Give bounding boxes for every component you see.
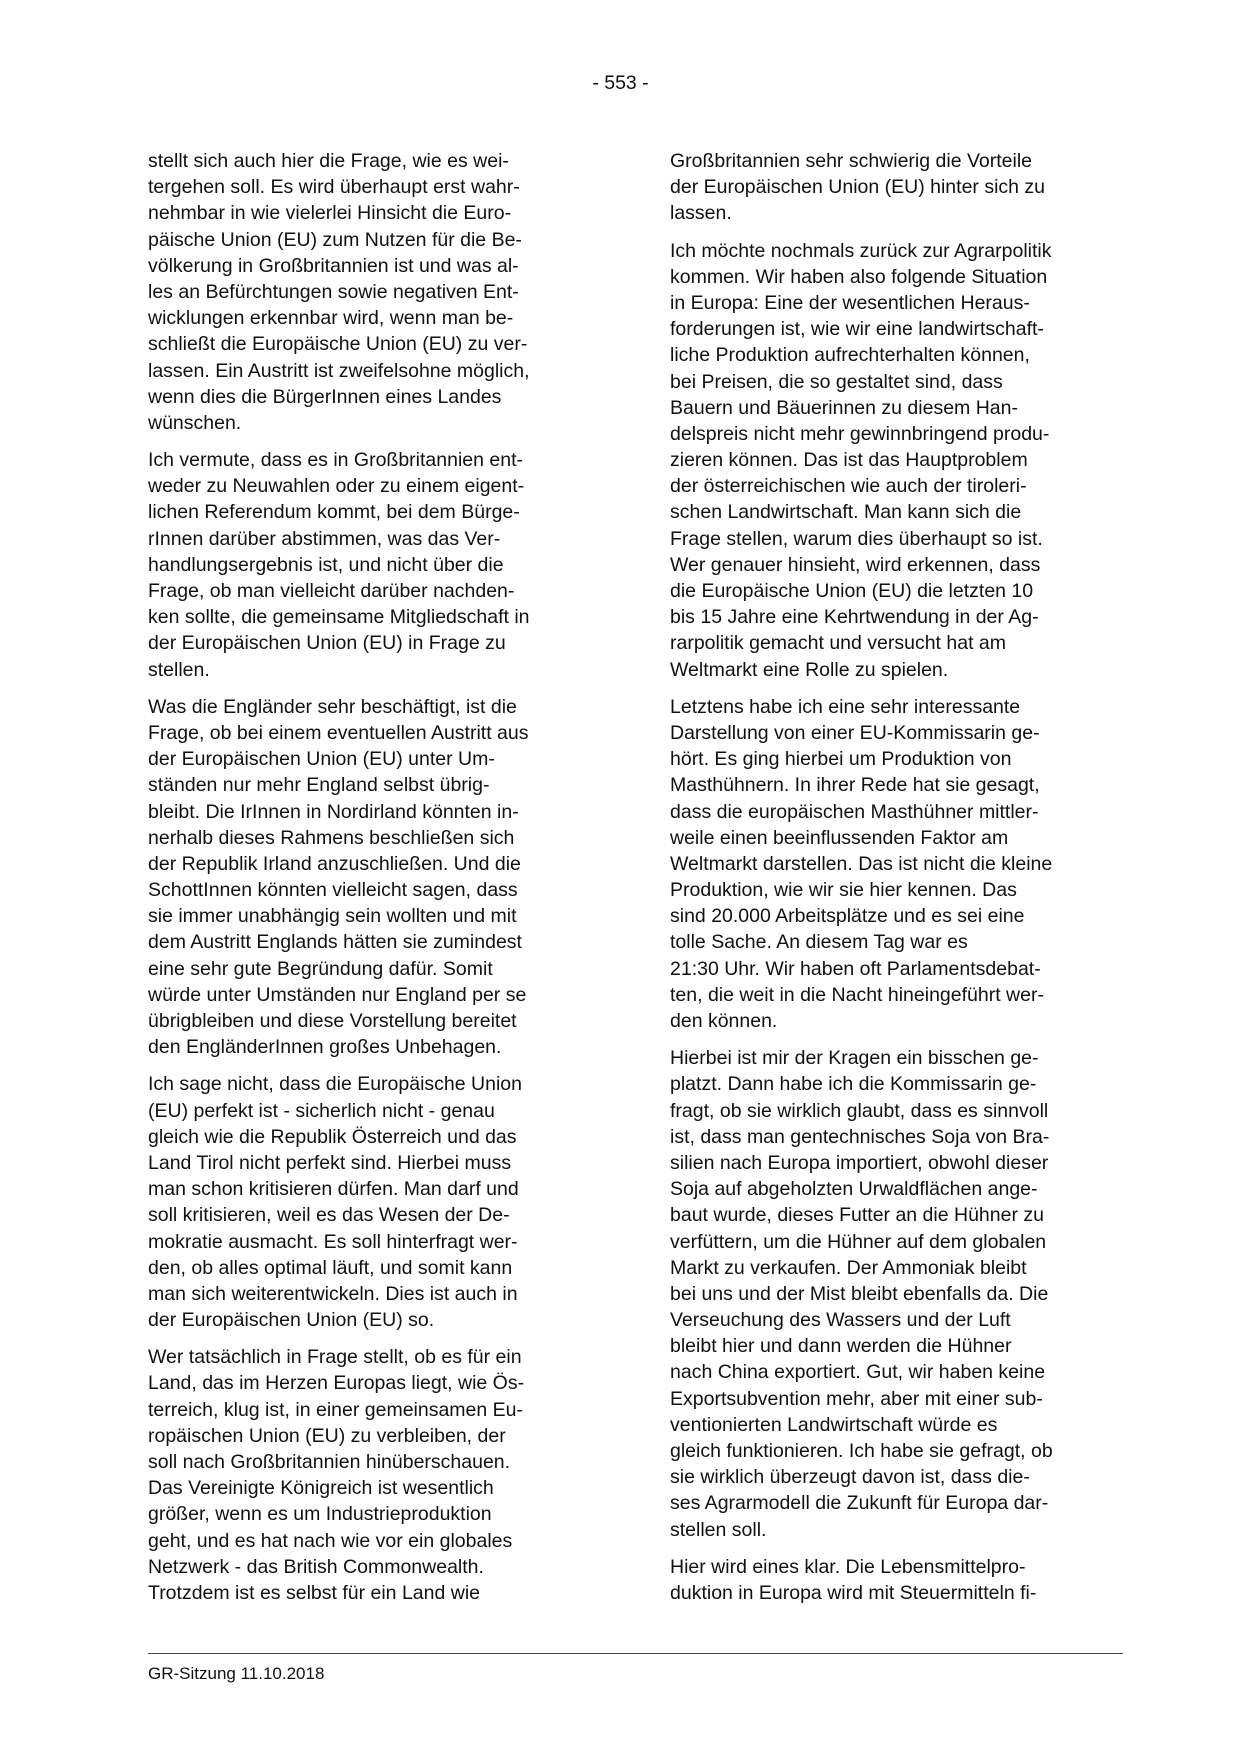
text-line: Weltmarkt eine Rolle zu spielen.: [670, 658, 949, 681]
text-line: (EU) perfekt ist - sicherlich nicht - genau: [148, 1099, 495, 1122]
text-line: handlungsergebnis ist, und nicht über die: [148, 553, 504, 576]
text-line: sie wirklich überzeugt davon ist, dass die-: [670, 1466, 1030, 1489]
text-line: man sich weiterentwickeln. Dies ist auch in: [148, 1282, 518, 1305]
text-line: fragt, ob sie wirklich glaubt, dass es sinnvoll: [670, 1099, 1049, 1122]
text-line: mokratie ausmacht. Es soll hinterfragt wer-: [148, 1230, 518, 1253]
text-line: Großbritannien sehr schwierig die Vorteile: [670, 150, 1033, 172]
text-line: Exportsubvention mehr, aber mit einer sub-: [670, 1387, 1043, 1410]
text-line: baut wurde, dieses Futter an die Hühner zu: [670, 1204, 1044, 1227]
text-line: der Europäischen Union (EU) hinter sich zu: [670, 176, 1046, 199]
text-line: Darstellung von einer EU-Kommissarin ge-: [670, 721, 1040, 744]
text-line: platzt. Dann habe ich die Kommissarin ge-: [670, 1073, 1037, 1096]
page-number: - 553 -: [592, 72, 649, 94]
text-line: ventionierten Landwirtschaft würde es: [670, 1413, 998, 1436]
text-line: der Europäischen Union (EU) unter Um-: [148, 748, 495, 771]
text-line: Soja auf abgeholzten Urwaldflächen ange-: [670, 1178, 1038, 1201]
text-line: Wer tatsächlich in Frage stellt, ob es für ein: [148, 1346, 522, 1369]
footer-text: GR-Sitzung 11.10.2018: [148, 1664, 325, 1683]
text-line: Frage stellen, warum dies überhaupt so ist.: [670, 527, 1043, 550]
text-line: päische Union (EU) zum Nutzen für die Be-: [148, 228, 522, 251]
text-line: der Republik Irland anzuschließen. Und die: [148, 852, 521, 875]
paragraph: [148, 694, 588, 1061]
text-line: der Europäischen Union (EU) in Frage zu: [148, 632, 506, 655]
text-line: Bauern und Bäuerinnen zu diesem Han-: [670, 396, 1018, 419]
text-line: stellen soll.: [670, 1518, 767, 1541]
text-line: nach China exportiert. Gut, wir haben keine: [670, 1361, 1046, 1384]
text-line: terreich, klug ist, in einer gemeinsamen Eu-: [148, 1398, 524, 1421]
text-line: weder zu Neuwahlen oder zu einem eigent-: [148, 475, 525, 498]
text-line: geht, und es hat nach wie vor ein globales: [148, 1529, 513, 1552]
text-line: wenn dies die BürgerInnen eines Landes: [148, 385, 502, 408]
text-line: stellen.: [148, 658, 210, 681]
text-line: soll kritisieren, weil es das Wesen der De-: [148, 1204, 510, 1227]
text-line: man schon kritisieren dürfen. Man darf und: [148, 1178, 519, 1201]
text-line: Land Tirol nicht perfekt sind. Hierbei muss: [148, 1151, 512, 1174]
text-line: les an Befürchtungen sowie negativen Ent-: [148, 280, 519, 303]
text-line: schen Landwirtschaft. Man kann sich die: [670, 501, 1022, 524]
text-line: kommen. Wir haben also folgende Situation: [670, 265, 1048, 288]
text-line: in Europa: Eine der wesentlichen Heraus-: [670, 291, 1030, 314]
text-line: forderungen ist, wie wir eine landwirtschaft-: [670, 318, 1044, 341]
text-line: Frage, ob bei einem eventuellen Austritt aus: [148, 721, 529, 744]
text-line: nerhalb dieses Rahmens beschließen sich: [148, 826, 515, 849]
text-line: ses Agrarmodell die Zukunft für Europa dar-: [670, 1492, 1049, 1515]
text-line: den, ob alles optimal läuft, und somit kann: [148, 1256, 513, 1279]
text-line: hört. Es ging hierbei um Produktion von: [670, 748, 1012, 771]
text-line: sind 20.000 Arbeitsplätze und es sei eine: [670, 905, 1025, 928]
text-line: nehmbar in wie vielerlei Hinsicht die Euro-: [148, 202, 512, 225]
text-line: würde unter Umständen nur England per se: [148, 983, 527, 1006]
paragraph: [148, 1344, 588, 1606]
left-column: [148, 148, 588, 1617]
text-line: ropäischen Union (EU) zu verbleiben, der: [148, 1424, 506, 1447]
text-line: Ich möchte nochmals zurück zur Agrarpolitik: [670, 239, 1052, 262]
text-line: den können.: [670, 1010, 778, 1032]
text-line: silien nach Europa importiert, obwohl dieser: [670, 1151, 1049, 1174]
text-line: lassen.: [670, 202, 732, 225]
paragraph: [670, 1045, 1110, 1543]
text-line: Ich vermute, dass es in Großbritannien ent-: [148, 449, 524, 472]
text-line: rInnen darüber abstimmen, was das Ver-: [148, 527, 501, 550]
text-line: lassen. Ein Austritt ist zweifelsohne möglich,: [148, 359, 530, 382]
paragraph: [148, 447, 588, 683]
text-line: Land, das im Herzen Europas liegt, wie Ös-: [148, 1372, 525, 1395]
text-line: bleibt. Die IrInnen in Nordirland könnten in-: [148, 800, 519, 823]
text-line: dem Austritt Englands hätten sie zumindest: [148, 931, 522, 954]
text-line: ken sollte, die gemeinsame Mitgliedschaft in: [148, 606, 530, 629]
text-line: Was die Engländer sehr beschäftigt, ist die: [148, 695, 517, 718]
text-line: sie immer unabhängig sein wollten und mit: [148, 905, 517, 928]
text-line: Ich sage nicht, dass die Europäische Union: [148, 1073, 522, 1096]
text-line: eine sehr gute Begründung dafür. Somit: [148, 957, 493, 980]
text-line: größer, wenn es um Industrieproduktion: [148, 1503, 492, 1526]
text-line: ständen nur mehr England selbst übrig-: [148, 774, 490, 797]
paragraph: [148, 148, 588, 436]
text-line: gleich wie die Republik Österreich und das: [148, 1125, 517, 1148]
text-line: bei uns und der Mist bleibt ebenfalls da. Die: [670, 1282, 1049, 1305]
text-line: Hier wird eines klar. Die Lebensmittelpro-: [670, 1555, 1026, 1578]
text-line: lichen Referendum kommt, bei dem Bürge-: [148, 501, 520, 524]
text-line: 21:30 Uhr. Wir haben oft Parlamentsdebat-: [670, 957, 1041, 980]
text-line: bleibt hier und dann werden die Hühner: [670, 1335, 1012, 1358]
text-line: soll nach Großbritannien hinüberschauen.: [148, 1451, 511, 1473]
text-line: weile einen beeinflussenden Faktor am: [670, 826, 1009, 849]
right-column: [670, 148, 1110, 1617]
text-line: Trotzdem ist es selbst für ein Land wie: [148, 1581, 481, 1604]
text-line: dass die europäischen Masthühner mittler-: [670, 800, 1039, 823]
text-line: zieren können. Das ist das Hauptproblem: [670, 449, 1028, 472]
text-line: bei Preisen, die so gestaltet sind, dass: [670, 370, 1003, 393]
text-line: wicklungen erkennbar wird, wenn man be-: [148, 307, 514, 330]
paragraph: [148, 1071, 588, 1333]
text-line: stellt sich auch hier die Frage, wie es wei-: [148, 150, 509, 172]
text-line: schließt die Europäische Union (EU) zu ver-: [148, 333, 528, 356]
text-line: bis 15 Jahre eine Kehrtwendung in der Ag-: [670, 606, 1039, 629]
text-line: Verseuchung des Wassers und der Luft: [670, 1309, 1011, 1332]
text-line: der österreichischen wie auch der tiroleri-: [670, 475, 1027, 498]
text-line: rarpolitik gemacht und versucht hat am: [670, 632, 1006, 655]
text-line: Netzwerk - das British Commonwealth.: [148, 1555, 484, 1578]
text-line: tolle Sache. An diesem Tag war es: [670, 931, 968, 954]
text-line: tergehen soll. Es wird überhaupt erst wahr-: [148, 176, 520, 199]
text-line: verfüttern, um die Hühner auf dem globalen: [670, 1230, 1047, 1253]
text-line: Weltmarkt darstellen. Das ist nicht die kleine: [670, 852, 1053, 875]
paragraph: [670, 148, 1110, 227]
text-line: übrigbleiben und diese Vorstellung bereitet: [148, 1010, 517, 1032]
text-line: ist, dass man gentechnisches Soja von Bra-: [670, 1125, 1050, 1148]
text-line: gleich funktionieren. Ich habe sie gefragt, ob: [670, 1440, 1053, 1462]
text-line: Markt zu verkaufen. Der Ammoniak bleibt: [670, 1256, 1027, 1279]
text-line: Letztens habe ich eine sehr interessante: [670, 695, 1021, 718]
text-line: völkerung in Großbritannien ist und was al-: [148, 254, 519, 277]
text-line: Masthühnern. In ihrer Rede hat sie gesagt,: [670, 774, 1040, 797]
text-line: Wer genauer hinsieht, wird erkennen, dass: [670, 553, 1041, 576]
text-line: ten, die weit in die Nacht hineingeführt wer-: [670, 983, 1044, 1006]
text-line: die Europäische Union (EU) die letzten 10: [670, 580, 1034, 602]
text-line: Hierbei ist mir der Kragen ein bisschen ge-: [670, 1047, 1039, 1070]
text-line: Das Vereinigte Königreich ist wesentlich: [148, 1477, 494, 1500]
paragraph: [670, 1554, 1110, 1606]
text-line: SchottInnen könnten vielleicht sagen, dass: [148, 879, 518, 902]
paragraph: [670, 694, 1110, 1034]
text-line: duktion in Europa wird mit Steuermitteln fi-: [670, 1581, 1037, 1604]
text-line: Frage, ob man vielleicht darüber nachden-: [148, 580, 515, 602]
text-line: den EngländerInnen großes Unbehagen.: [148, 1036, 502, 1059]
footer-rule: [148, 1653, 1123, 1654]
text-line: wünschen.: [148, 411, 242, 434]
text-line: delspreis nicht mehr gewinnbringend produ-: [670, 422, 1050, 445]
text-line: der Europäischen Union (EU) so.: [148, 1309, 435, 1332]
text-line: Produktion, wie wir sie hier kennen. Das: [670, 879, 1017, 902]
text-line: liche Produktion aufrechterhalten können,: [670, 344, 1030, 367]
paragraph: [670, 238, 1110, 683]
